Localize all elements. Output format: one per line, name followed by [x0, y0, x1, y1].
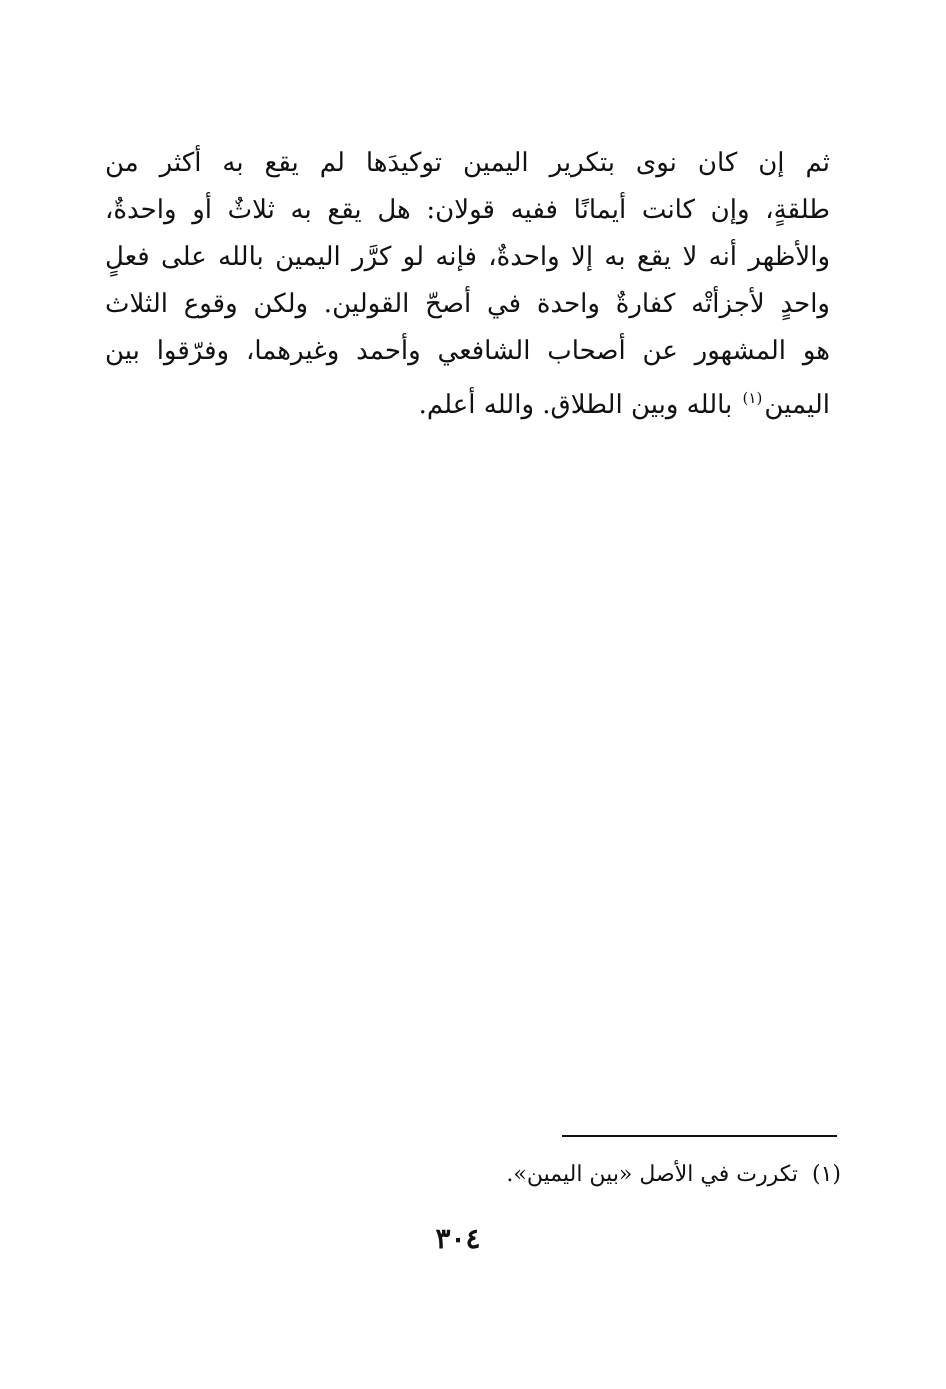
text-line-1: ثم إن كان نوى بتكرير اليمين توكيدَها لم يقع به أكثر من [105, 148, 830, 178]
text-line-5: هو المشهور عن أصحاب الشافعي وأحمد وغيرهما، وفرّقوا بين [105, 336, 830, 366]
footnote-reference[interactable]: (١) [742, 389, 763, 407]
footnote-text: تكررت في الأصل «بين اليمين». [506, 1162, 798, 1187]
text-line-6-end: بالله وبين الطلاق. والله أعلم. [418, 390, 733, 420]
text-line-6-start: اليمين [764, 390, 830, 420]
footnote-divider [562, 1135, 837, 1137]
page-number: ٣٠٤ [435, 1222, 481, 1255]
footnote [421, 1158, 841, 1192]
text-line-3: والأظهر أنه لا يقع به إلا واحدةٌ، فإنه لو كرَّر اليمين بالله على فعلٍ [105, 242, 830, 272]
text-line-2: طلقةٍ، وإن كانت أيمانًا ففيه قولان: هل يقع به ثلاثٌ أو واحدةٌ، [105, 195, 830, 225]
main-paragraph [105, 140, 830, 422]
text-line-6 [105, 375, 830, 422]
footnote-number: (١) [811, 1162, 841, 1187]
text-line-4: واحدٍ لأجزأتْه كفارةٌ واحدة في أصحّ القولين. ولكن وقوع الثلاث [105, 289, 830, 319]
